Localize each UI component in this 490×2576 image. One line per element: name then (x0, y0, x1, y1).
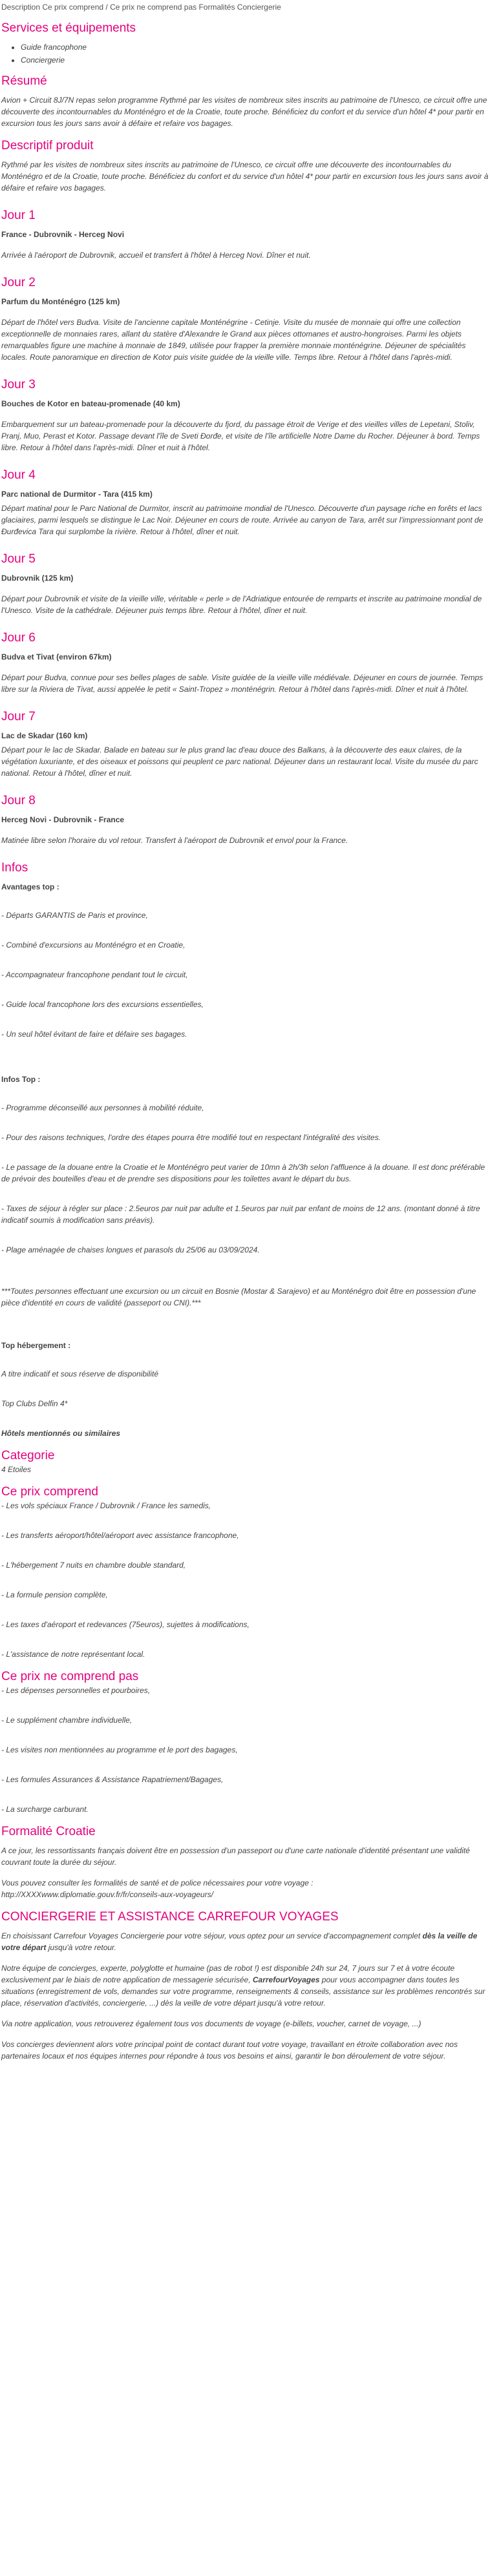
list-item: - Plage aménagée de chaises longues et parasols du 25/06 au 03/09/2024. (1, 1245, 260, 1254)
hotel-name: Top Clubs Delfin 4* (1, 1399, 68, 1408)
conciergerie-highlight: dès la veille de votre départ (1, 1931, 478, 1952)
formalite-text: A ce jour, les ressortissants français doivent être en possession d'un passeport ou d'une carte nationale d'identité présentant une validité couvrant toute la durée du séjour. (1, 1846, 470, 1867)
list-item: - La surcharge carburant. (1, 1805, 89, 1814)
avantages-label: Avantages top : (1, 882, 59, 891)
day-1 (1, 208, 489, 261)
list-item: - L'hébergement 7 nuits en chambre double standard, (1, 1561, 186, 1570)
day-subtitle: Budva et Tivat (environ 67km) (1, 652, 112, 661)
day-subtitle: Parfum du Monténégro (125 km) (1, 297, 120, 306)
services-list (1, 41, 489, 66)
categorie-value: 4 Etoiles (1, 1465, 32, 1474)
conciergerie-text (1, 1930, 489, 1953)
day-text: Matinée libre selon l'horaire du vol retour. Transfert à l'aéroport de Dubrovnik et envol pour la France. (1, 836, 348, 845)
resume-title: Résumé (1, 74, 47, 88)
day-5 (1, 552, 489, 616)
descriptif-title: Descriptif produit (1, 139, 94, 152)
day-text: Arrivée à l'aéroport de Dubrovnik, accueil et transfert à l'hôtel à Herceg Novi. Dîner et nuit. (1, 251, 311, 260)
day-text: Départ pour Dubrovnik et visite de la vieille ville, véritable « perle » de l'Adriatique entourée de remparts et inscrite au patrimoine mondial de l'Unesco. Visite de la cathédrale. Déjeuner puis temps libre. Retour à l'hôtel, dîner et nuit. (1, 594, 482, 615)
day-subtitle: Parc national de Durmitor - Tara (415 km) (1, 490, 153, 499)
list-item: - Accompagnateur francophone pendant tout le circuit, (1, 970, 188, 979)
infos-top-label: Infos Top : (1, 1075, 41, 1084)
day-7 (1, 709, 489, 779)
formalite-text: Vous pouvez consulter les formalités de santé et de police nécessaires pour votre voyage : (1, 1878, 314, 1887)
top-nav-line: Description Ce prix comprend / Ce prix ne comprend pas Formalités Conciergerie (1, 3, 281, 12)
services-title: Services et équipements (1, 21, 136, 35)
resume-text: Avion + Circuit 8J/7N repas selon programme Rythmé par les visites de nombreux sites inscrits au patrimoine de l'Unesco, ce circuit offre une découverte des incontournables du Monténégro et de la Croatie, toute proche. Bénéficiez du confort et du service d'un hôtel 4* pour partir en excursion tous les jours sans avoir à défaire et refaire vos bagages. (1, 96, 487, 128)
day-text: Embarquement sur un bateau-promenade pour la découverte du fjord, du passage étroit de Verige et des vieilles villes de Lepetani, Stoliv, Pranj, Muo, Perast et Kotor. Passage devant l'île de Sveti Đorđe, et visite de l'île artificielle Notre Dame du Rocher. Déjeuner à bord. Temps libre. Retour à l'hôtel dans l'après-midi. Dîner et nuit à l'hôtel. (1, 420, 480, 452)
day-text: Départ matinal pour le Parc National de Durmitor, inscrit au patrimoine mondial de l'Unesco. Découverte d'un paysage riche en forêts et lacs glaciaires, parmi lesquels se distingue le Lac Noir. Déjeuner en cours de route. Arrivée au canyon de Tara, arrêt sur l'impressionnant pont de Đurđevica Tara qui surplombe la rivière. Retour à l'hôtel, dîner et nuit. (1, 504, 484, 536)
day-title: Jour 6 (1, 631, 36, 645)
day-6 (1, 630, 489, 695)
list-item: - Programme déconseillé aux personnes à mobilité réduite, (1, 1103, 204, 1112)
conciergerie-text: Via notre application, vous retrouverez également tous vos documents de voyage (e-billets, voucher, carnet de voyage, ...) (1, 2019, 421, 2028)
day-4 (1, 468, 489, 537)
categorie-title: Categorie (1, 1449, 55, 1462)
list-item: - Les dépenses personnelles et pourboires, (1, 1686, 151, 1695)
day-title: Jour 3 (1, 378, 36, 391)
conciergerie-text-part: En choisissant Carrefour Voyages Conciergerie pour votre séjour, vous optez pour un service d'accompagnement complet (1, 1931, 423, 1940)
conciergerie-text-part: Notre équipe de concierges, experte, polyglotte et humaine (pas de robot !) est disponible 24h sur 24, 7 jours sur 7 et à votre écoute exclusivement par le biais de notre application de messagerie sécurisée, (1, 1964, 455, 1984)
list-item: - Combiné d'excursions au Monténégro et en Croatie, (1, 940, 186, 950)
day-subtitle: Dubrovnik (125 km) (1, 574, 74, 583)
hebergement-label: Top hébergement : (1, 1341, 71, 1350)
list-item: • Conciergerie (21, 54, 489, 66)
day-title: Jour 5 (1, 552, 36, 566)
formalite-links (1, 1877, 489, 1900)
day-title: Jour 2 (1, 276, 36, 289)
app-name: CarrefourVoyages (252, 1975, 320, 1984)
day-subtitle: Herceg Novi - Dubrovnik - France (1, 815, 125, 824)
hotels-similar: Hôtels mentionnés ou similaires (1, 1429, 121, 1438)
hebergement-note: A titre indicatif et sous réserve de disponibilité (1, 1369, 159, 1378)
list-item: - La formule pension complète, (1, 1590, 108, 1599)
list-item: - Le passage de la douane entre la Croatie et le Monténégro peut varier de 10mn à 2h/3h selon l'affluence à la douane. Il est donc préférable de prévoir des bouteilles d'eau et de prendre ses dispositions pour les toilettes avant le départ du bus. (1, 1163, 485, 1183)
list-item: - L'assistance de notre représentant local. (1, 1650, 145, 1659)
ne-comprend-title: Ce prix ne comprend pas (1, 1670, 139, 1683)
list-item: - Départs GARANTIS de Paris et province, (1, 911, 148, 920)
conciergerie-text-part: pour vous accompagner dans toutes les situations (enregistrement de vols, demandes sur votre programme, renseignements & conseils, assistance sur les problèmes rencontrés sur place, réservation d'activités, conciergerie, ...) dès la veille de votre départ jusqu'à votre retour. (1, 1975, 485, 2008)
list-item: - Un seul hôtel évitant de faire et défaire ses bagages. (1, 1030, 187, 1039)
list-item: • Guide francophone (21, 41, 489, 53)
list-item: - Les taxes d'aéroport et redevances (75euros), sujettes à modifications, (1, 1620, 250, 1629)
day-3 (1, 377, 489, 453)
day-text: Départ pour le lac de Skadar. Balade en bateau sur le plus grand lac d'eau douce des Balkans, à la découverte des eaux claires, de la végétation luxuriante, et des oiseaux et poissons qui peuplent ce parc national. Déjeuner dans un restaurant local. Visite du musée du parc national. Retour à l'hôtel, dîner et nuit. (1, 745, 478, 778)
list-item: - Le supplément chambre individuelle, (1, 1716, 133, 1725)
day-8 (1, 793, 489, 846)
formalite-title: Formalité Croatie (1, 1825, 96, 1838)
day-title: Jour 7 (1, 710, 36, 723)
day-2 (1, 275, 489, 363)
list-item: - Les vols spéciaux France / Dubrovnik / France les samedis, (1, 1501, 211, 1510)
conciergerie-text-part: jusqu'à votre retour. (46, 1943, 116, 1952)
diplomatie-link[interactable]: http://XXXXwww.diplomatie.gouv.fr/fr/conseils-aux-voyageurs/ (1, 1890, 213, 1899)
list-item: - Pour des raisons techniques, l'ordre des étapes pourra être modifié tout en respectant l'intégralité des visites. (1, 1133, 381, 1142)
day-subtitle: France - Dubrovnik - Herceg Novi (1, 230, 125, 239)
day-text: Départ pour Budva, connue pour ses belles plages de sable. Visite guidée de la vieille ville médiévale. Déjeuner en cours de journée. Temps libre sur la Riviera de Tivat, aussi appelée le petit « Saint-Tropez » monténégrin. Retour à l'hôtel dans l'après-midi. Dîner et nuit à l'hôtel. (1, 673, 484, 694)
comprend-title: Ce prix comprend (1, 1485, 98, 1499)
conciergerie-text (1, 1962, 489, 2009)
day-title: Jour 8 (1, 794, 36, 807)
descriptif-text: Rythmé par les visites de nombreux sites inscrits au patrimoine de l'Unesco, ce circuit offre une découverte des incontournables du Monténégro et de la Croatie, toute proche. Bénéficiez du confort et du service d'un hôtel 4* pour partir en excursion tous les jours sans avoir à défaire et refaire vos bagages. (1, 160, 489, 192)
infos-title: Infos (1, 861, 28, 875)
conciergerie-text: Vos concierges deviennent alors votre principal point de contact durant tout votre voyage, travaillant en étroite collaboration avec nos partenaires locaux et nos équipes internes pour répondre à tous vos besoins et ainsi, garantir le bon déroulement de votre séjour. (1, 2040, 458, 2061)
day-subtitle: Bouches de Kotor en bateau-promenade (40 km) (1, 399, 180, 408)
list-item: - Guide local francophone lors des excursions essentielles, (1, 1000, 204, 1009)
day-text: Départ de l'hôtel vers Budva. Visite de l'ancienne capitale Monténégrine - Cetinje. Visite du musée de monnaie qui offre une collection exceptionnelle de monnaies rares, allant du statère d'Alexandre le Grand aux pièces ottomanes et austro-hongroises. Parmi les objets remarquables figure une machine à monnaie de 1849, utilisée pour frapper la première monnaie monténégrine. Déjeuner de spécialités locales. Route panoramique en direction de Kotor puis visite guidée de la vieille ville. Temps libre. Retour à l'hôtel dans l'après-midi. (1, 318, 466, 362)
list-item: - Les visites non mentionnées au programme et le port des bagages, (1, 1745, 238, 1754)
conciergerie-title: CONCIERGERIE ET ASSISTANCE CARREFOUR VOYAGES (1, 1910, 339, 1924)
day-title: Jour 1 (1, 209, 36, 222)
day-title: Jour 4 (1, 468, 36, 482)
identity-note: ***Toutes personnes effectuant une excursion ou un circuit en Bosnie (Mostar & Sarajevo) et au Monténégro doit être en possession d'une pièce d'identité en cours de validité (passeport ou CNI).*** (1, 1287, 476, 1307)
list-item: - Taxes de séjour à régler sur place : 2.5euros par nuit par adulte et 1.5euros par nuit par enfant de moins de 12 ans. (montant donné à titre indicatif soumis à modification sans préavis). (1, 1204, 480, 1225)
list-item: - Les transferts aéroport/hôtel/aéroport avec assistance francophone, (1, 1531, 239, 1540)
day-subtitle: Lac de Skadar (160 km) (1, 731, 88, 740)
list-item: - Les formules Assurances & Assistance Rapatriement/Bagages, (1, 1775, 224, 1784)
